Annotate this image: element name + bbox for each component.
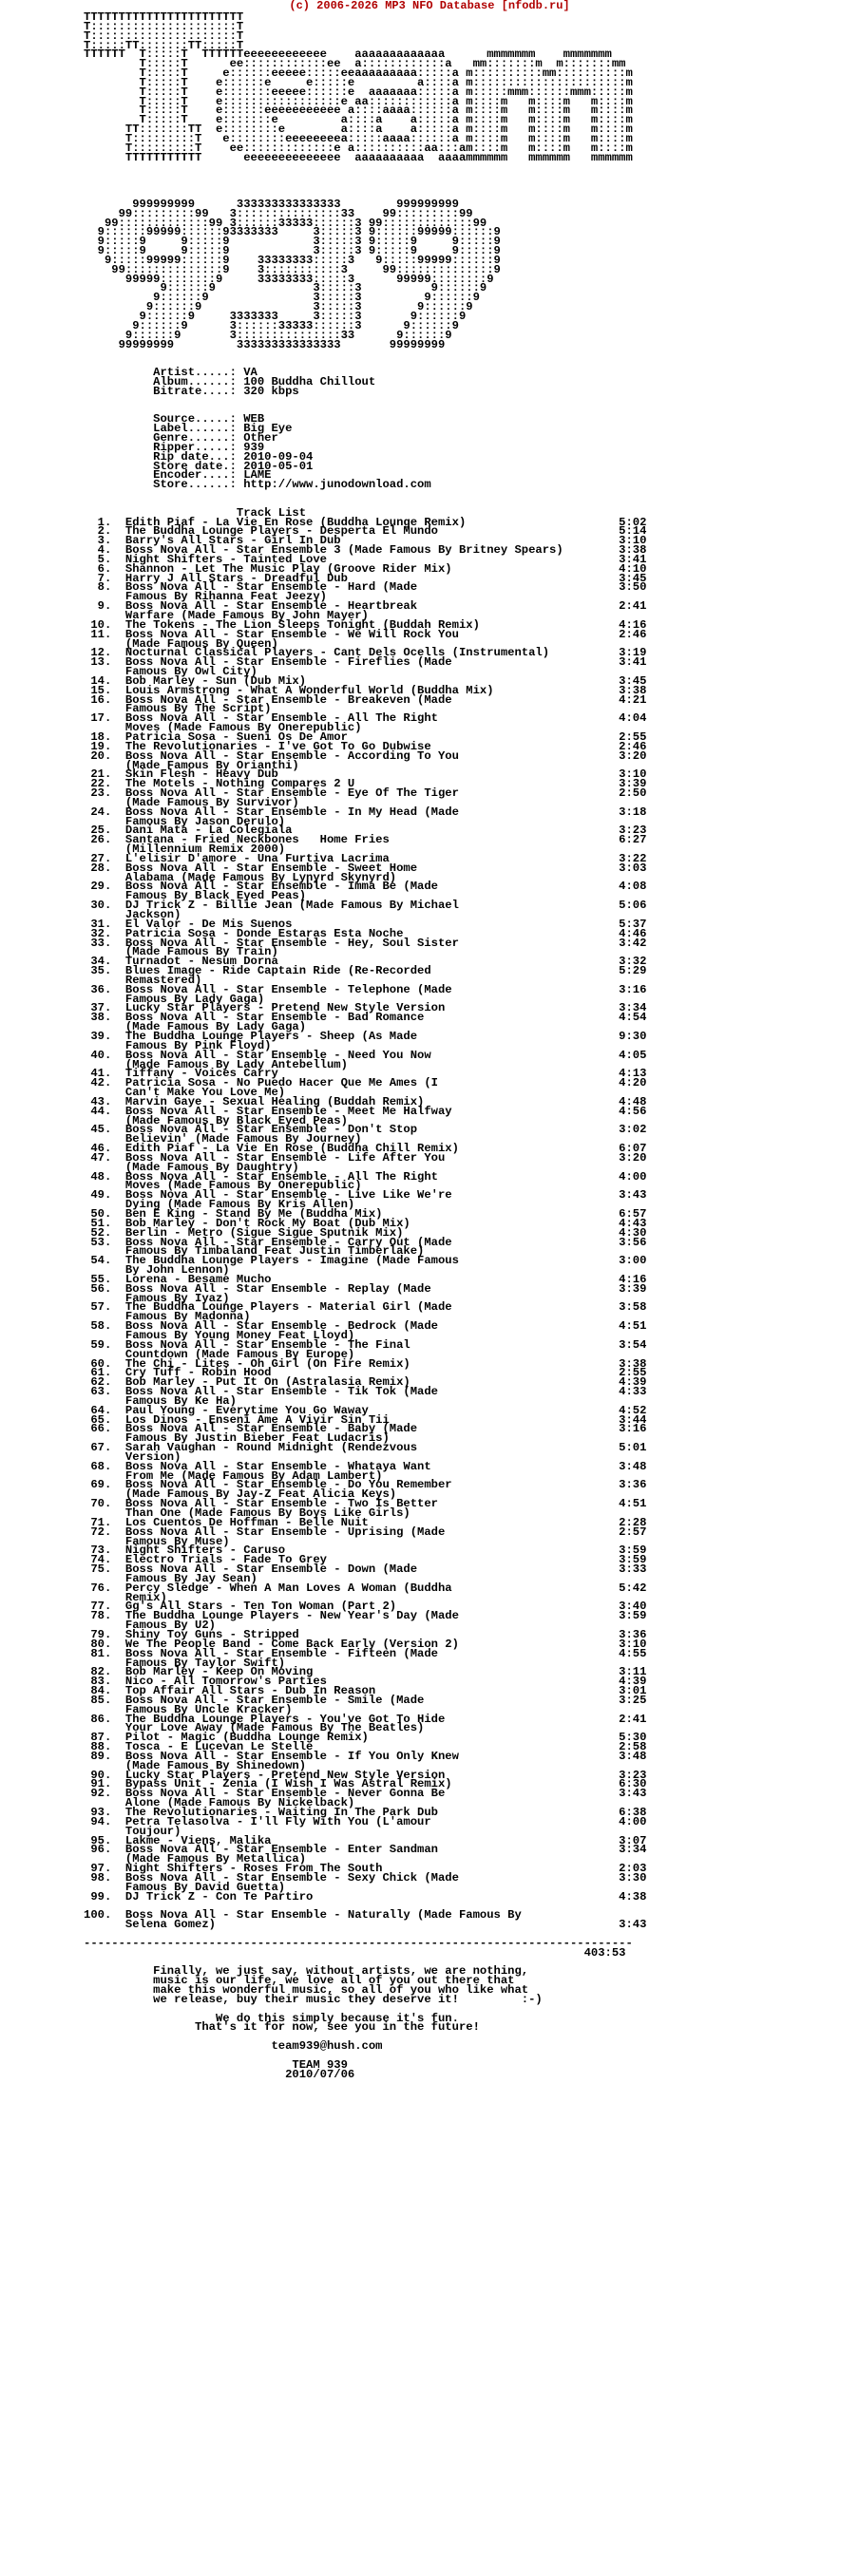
track-line: 45. Boss Nova All - Star Ensemble - Don't Stop 3:02	[90, 1123, 647, 1137]
track-line: 93. The Revolutionaries - Waiting In The Park Dub 6:38	[90, 1806, 647, 1819]
track-line: 48. Boss Nova All - Star Ensemble - All The Right 4:00	[90, 1169, 647, 1184]
track-line: 31. El Valor - De Mis Suenos 5:37	[90, 917, 647, 931]
track-line: 54. The Buddha Lounge Players - Imagine (Made Famous 3:00	[90, 1254, 647, 1268]
track-line: Famous By Lady Gaga)	[124, 992, 265, 1006]
track-line: Alabama (Made Famous By Lynyrd Skynyrd)	[124, 870, 397, 884]
track-line: (Made Famous By Black Eyed Peas)	[124, 1113, 348, 1127]
track-line: (Made Famous By Train)	[124, 945, 278, 959]
track-line: 42. Patricia Sosa - No Puedo Hacer Que Me Ames (I 4:20	[90, 1076, 647, 1090]
track-line: 90. Lucky Star Players - Pretend New Style Version 3:23	[90, 1768, 647, 1782]
track-line: 36. Boss Nova All - Star Ensemble - Telephone (Made 3:16	[90, 982, 647, 996]
outro-line: we release, buy their music they deserve it! :-)	[153, 1992, 543, 2006]
track-line: 1. Edith Piaf - La Vie En Rose (Buddha Lounge Remix) 5:02	[97, 515, 647, 529]
track-line: Famous By Rihanna Feat Jeezy)	[124, 590, 327, 604]
track-line: 61. Cry Tuff - Robin Hood 2:55	[90, 1366, 647, 1380]
track-line: Famous By Owl City)	[124, 665, 258, 679]
track-line: By John Lennon)	[124, 1263, 230, 1278]
track-line: Famous By The Script)	[124, 702, 272, 716]
track-line: 75. Boss Nova All - Star Ensemble - Down (Made 3:33	[90, 1563, 647, 1577]
track-line: 66. Boss Nova All - Star Ensemble - Baby (Made 3:16	[90, 1422, 647, 1436]
track-line: 82. Bob Marley - Keep On Moving 3:11	[90, 1665, 647, 1679]
track-line: 99. DJ Trick Z - Con Te Partiro 4:38	[90, 1889, 647, 1904]
track-line: 89. Boss Nova All - Star Ensemble - If You Only Knew 3:48	[90, 1749, 647, 1763]
label-line: Label......: Big Eye	[84, 422, 293, 436]
track-line: Famous By Iyaz)	[124, 1291, 230, 1305]
track-line: 4. Boss Nova All - Star Ensemble 3 (Made Famous By Britney Spears) 3:38	[97, 543, 647, 558]
track-line: 41. Tiffany - Voices Carry 4:13	[90, 1067, 647, 1081]
track-line: 19. The Revolutionaries - I've Got To Go Dubwise 2:46	[90, 739, 647, 753]
track-line: From Me (Made Famous By Adam Lambert)	[124, 1468, 383, 1483]
track-line: 38. Boss Nova All - Star Ensemble - Bad Romance 4:54	[90, 1011, 647, 1025]
track-line: 44. Boss Nova All - Star Ensemble - Meet Me Halfway 4:56	[90, 1104, 647, 1118]
track-line: Famous By U2)	[124, 1619, 216, 1633]
track-line: Remastered)	[124, 973, 202, 987]
track-line: 62. Bob Marley - Put It On (Astralasia Remix) 4:39	[90, 1375, 647, 1390]
track-line: 98. Boss Nova All - Star Ensemble - Sexy Chick (Made 3:30	[90, 1870, 647, 1885]
track-line: Remix)	[124, 1590, 167, 1604]
track-line: (Made Famous By Daughtry)	[124, 1160, 299, 1174]
track-line: 97. Night Shifters - Roses From The South 2:03	[90, 1862, 647, 1876]
track-line: (Made Famous By Orianthi)	[124, 758, 299, 772]
track-line: 72. Boss Nova All - Star Ensemble - Uprising (Made 2:57	[90, 1525, 647, 1539]
track-line: (Made Famous By Lady Gaga)	[124, 1020, 307, 1034]
track-line: Famous By Young Money Feat Lloyd)	[124, 1328, 355, 1342]
track-line: Your Love Away (Made Famous By The Beatles)	[124, 1721, 425, 1735]
track-line: 16. Boss Nova All - Star Ensemble - Breakeven (Made 4:21	[90, 692, 647, 707]
track-line: 7. Harry J All Stars - Dreadful Dub 3:45	[97, 571, 647, 585]
track-line: (Millennium Remix 2000)	[124, 843, 286, 857]
track-line: Famous By Ke Ha)	[124, 1393, 237, 1408]
track-line: 24. Boss Nova All - Star Ensemble - In My Head (Made 3:18	[90, 805, 647, 819]
track-line: 80. We The People Band - Come Back Early (Version 2) 3:10	[90, 1637, 647, 1651]
track-line: 43. Marvin Gaye - Sexual Healing (Buddah Remix) 4:48	[90, 1094, 647, 1108]
store-line: Store......: http://www.junodownload.com	[84, 478, 431, 492]
track-line: 71. Los Cuentos De Hoffman - Belle Nuit 2:28	[90, 1515, 647, 1529]
track-line: Countdown (Made Famous By Europe)	[124, 1347, 355, 1361]
track-line: 84. Top Affair All Stars - Dub In Reason 3:01	[90, 1684, 647, 1698]
track-line: Famous By Jason Derulo)	[124, 814, 286, 828]
outro-line: team939@hush.com	[271, 2039, 383, 2054]
track-line: 33. Boss Nova All - Star Ensemble - Hey, Soul Sister 3:42	[90, 936, 647, 950]
track-line: Than One (Made Famous By Boys Like Girls)	[124, 1506, 410, 1520]
track-line: 56. Boss Nova All - Star Ensemble - Replay (Made 3:39	[90, 1281, 647, 1296]
track-line: (Made Famous By Queen)	[124, 636, 278, 651]
track-line: 17. Boss Nova All - Star Ensemble - All The Right 4:04	[90, 711, 647, 726]
site-header: (c) 2006-2026 MP3 NFO Database [nfodb.ru]	[289, 0, 570, 12]
track-line: 87. Pilot - Magic (Buddha Lounge Remix) 5:30	[90, 1731, 647, 1745]
track-line: 52. Berlin - Metro (Sigue Sigue Sputnik Mix) 4:30	[90, 1225, 647, 1240]
track-line: 49. Boss Nova All - Star Ensemble - Live Like We're 3:43	[90, 1188, 647, 1203]
track-line: Famous By Jay Sean)	[124, 1571, 258, 1585]
track-line: 100. Boss Nova All - Star Ensemble - Naturally (Made Famous By	[84, 1908, 522, 1923]
logo-team: TTTTTTTTTTTTTTTTTTTTTTT T:::::::::::::::::::::T T:::::::::::::::::::::T T:::::TT:::::::TT:::::T TTTTTT T:::::T TTTTTTeeeeeeeeeeee aaaaaaaaaaaaa mmmmmmm mmmmmmm T:::::T ee::::::::::::ee a::::::::::::a mm:::::::m m:::::::mm T:::::T e::::::eeeee:::::eeaaaaaaaaa:::::a m::::::::::mm::::::::::m T:::::T e::::::e e:::::e a::::a m::::::::::::::::::::::m T:::::T e:::::::eeeee::::::e aaaaaaa:::::a m:::::mmm::::::mmm:::::m T:::::T e:::::::::::::::::e aa::::::::::::a m::::m m::::m m::::m T:::::T e::::::eeeeeeeeeee a::::aaaa::::::a m::::m m::::m m::::m T:::::T e:::::::e a::::a a:::::a m::::m m::::m m::::m TT:::::::TT e::::::::e a::::a a:::::a m::::m m::::m m::::m T:::::::::T e::::::::eeeeeeeea:::::aaaa::::::a m::::m m::::m m::::m T:::::::::T ee:::::::::::::e a::::::::::aa:::am::::m m::::m m::::m TTTTTTTTTTT eeeeeeeeeeeeee aaaaaaaaaa aaaammmmmm mmmmmm mmmmmm	[84, 10, 633, 164]
track-line: 95. Lakme - Viens, Malika 3:07	[90, 1833, 647, 1847]
track-line: 26. Santana - Fried Neckbones Home Fries 6:27	[90, 833, 647, 847]
track-line: 68. Boss Nova All - Star Ensemble - Whataya Want 3:48	[90, 1459, 647, 1473]
track-line: (Made Famous By Lady Antebellum)	[124, 1057, 348, 1071]
track-line: 6. Shannon - Let The Music Play (Groove Rider Mix) 4:10	[97, 561, 647, 576]
track-line: 51. Bob Marley - Don't Rock My Boat (Dub Mix) 4:43	[90, 1216, 647, 1230]
track-line: (Made Famous By Survivor)	[124, 795, 299, 809]
bitrate-line: Bitrate....: 320 kbps	[84, 384, 299, 398]
track-line: 9. Boss Nova All - Star Ensemble - Heartbreak 2:41	[97, 599, 647, 614]
track-line: 81. Boss Nova All - Star Ensemble - Fifteen (Made 4:55	[90, 1646, 647, 1660]
track-line: 73. Night Shifters - Caruso 3:59	[90, 1544, 647, 1558]
track-line: 11. Boss Nova All - Star Ensemble - We Will Rock You 2:46	[90, 627, 647, 641]
track-line: Famous By Black Eyed Peas)	[124, 889, 307, 903]
track-line: 64. Paul Young - Everytime You Go Waway 4:52	[90, 1403, 647, 1417]
track-line: Famous By Justin Bieber Feat Ludacris)	[124, 1431, 390, 1446]
track-line: Warfare (Made Famous By John Mayer)	[124, 609, 369, 622]
track-line: 57. The Buddha Lounge Players - Material Girl (Made 3:58	[90, 1300, 647, 1315]
track-line: Famous By Timbaland Feat Justin Timberlake)	[124, 1244, 425, 1259]
outro-line: music is our life, we love all of you out there that	[153, 1974, 515, 1988]
track-line: Alone (Made Famous By Nickelback)	[124, 1796, 355, 1810]
album-line: Album......: 100 Buddha Chillout	[84, 374, 376, 388]
track-line: 30. DJ Trick Z - Billie Jean (Made Famous By Michael 5:06	[90, 899, 647, 913]
track-line: 63. Boss Nova All - Star Ensemble - Tik Tok (Made 4:33	[90, 1385, 647, 1399]
track-line: 77. Gg's All Stars - Ten Ton Woman (Part 2) 3:40	[90, 1600, 647, 1614]
track-line: Famous By Uncle Kracker)	[124, 1702, 293, 1716]
track-line: 18. Patricia Sosa - Sueni Os De Amor 2:55	[90, 729, 647, 744]
track-line: 37. Lucky Star Players - Pretend New Style Version 3:34	[90, 1001, 647, 1015]
track-line: 28. Boss Nova All - Star Ensemble - Sweet Home 3:03	[90, 861, 647, 875]
track-line: 13. Boss Nova All - Star Ensemble - Fireflies (Made 3:41	[90, 655, 647, 670]
track-line: 32. Patricia Sosa - Donde Estaras Esta Noche 4:46	[90, 926, 647, 940]
track-line: Moves (Made Famous By Onerepublic)	[124, 1179, 362, 1193]
track-line: 15. Louis Armstrong - What A Wonderful World (Buddha Mix) 3:38	[90, 683, 647, 697]
track-line: 70. Boss Nova All - Star Ensemble - Two Is Better 4:51	[90, 1497, 647, 1511]
track-line: 46. Edith Piaf - La Vie En Rose (Buddha Chill Remix) 6:07	[90, 1142, 647, 1156]
track-line: 58. Boss Nova All - Star Ensemble - Bedrock (Made 4:51	[90, 1319, 647, 1334]
store-date-line: Store date.: 2010-05-01	[84, 459, 314, 473]
track-line: 35. Blues Image - Ride Captain Ride (Re-Recorded 5:29	[90, 964, 647, 978]
track-line: Can't Make You Love Me)	[124, 1086, 286, 1100]
track-line: 60. The Chi - Lites - Oh Girl (On Fire Remix) 3:38	[90, 1356, 647, 1371]
outro-line: Finally, we just say, without artists, we are nothing,	[153, 1964, 529, 1979]
outro-line: make this wonderful music, so all of you who like what	[153, 1983, 529, 1998]
track-line: 34. Turnadot - Nesum Dorna 3:32	[90, 955, 647, 969]
track-line: 94. Petra Telasolva - I'll Fly With You (L'amour 4:00	[90, 1814, 647, 1828]
track-line: Famous By Pink Floyd)	[124, 1038, 272, 1052]
track-line: 47. Boss Nova All - Star Ensemble - Life After You 3:20	[90, 1150, 647, 1165]
track-line: 69. Boss Nova All - Star Ensemble - Do You Remember 3:36	[90, 1478, 647, 1492]
track-line: (Made Famous By Shinedown)	[124, 1758, 307, 1772]
track-line: 67. Sarah Vaughan - Round Midnight (Rendezvous 5:01	[90, 1441, 647, 1455]
track-line: 78. The Buddha Lounge Players - New Year's Day (Made 3:59	[90, 1609, 647, 1623]
track-line: 20. Boss Nova All - Star Ensemble - According To You 3:20	[90, 748, 647, 763]
track-line: 86. The Buddha Lounge Players - You've Got To Hide 2:41	[90, 1712, 647, 1726]
track-line: Famous By David Guetta)	[124, 1880, 286, 1894]
track-line: Believin' (Made Famous By Journey)	[124, 1132, 362, 1146]
track-line: 55. Lorena - Besame Mucho 4:16	[90, 1272, 647, 1286]
track-line: 2. The Buddha Lounge Players - Desperta El Mundo 5:14	[97, 524, 647, 539]
track-line: 3. Barry's All Stars - Girl In Dub 3:10	[97, 534, 647, 548]
outro-line: That's it for now, see you in the future!	[195, 2020, 480, 2035]
track-line: 91. Bypass Unit - Zenia (I Wish I Was Astral Remix) 6:30	[90, 1777, 647, 1791]
track-line: 40. Boss Nova All - Star Ensemble - Need You Now 4:05	[90, 1048, 647, 1062]
track-line: 88. Tosca - E Lucevan Le Stelle 2:58	[90, 1740, 647, 1754]
track-line: 12. Nocturnal Classical Players - Cant Dels Ocells (Instrumental) 3:19	[90, 646, 647, 660]
track-line: Jackson)	[124, 908, 181, 921]
track-line: 22. The Motels - Nothing Compares 2 U 3:39	[90, 777, 647, 791]
artist-line: Artist.....: VA	[84, 366, 258, 380]
track-line: 76. Percy Sledge - When A Man Loves A Woman (Buddha 5:42	[90, 1581, 647, 1595]
outro-line: 2010/07/06	[84, 2067, 355, 2081]
track-line: 65. Los Dinos - Ensení Ame A Vivir Sin Tii 3:44	[90, 1412, 647, 1427]
track-line: Moves (Made Famous By Onerepublic)	[124, 721, 362, 735]
track-line: 59. Boss Nova All - Star Ensemble - The Final 3:54	[90, 1337, 647, 1352]
source-line: Source.....: WEB	[84, 412, 265, 426]
track-line: 23. Boss Nova All - Star Ensemble - Eye Of The Tiger 2:50	[90, 786, 647, 801]
track-line: 53. Boss Nova All - Star Ensemble - Carry Out (Made 3:56	[90, 1235, 647, 1249]
track-line: Famous By Taylor Swift)	[124, 1656, 286, 1670]
rip-date-line: Rip date...: 2010-09-04	[84, 449, 314, 464]
track-line: (Made Famous By Jay-Z Feat Alicia Keys)	[124, 1487, 397, 1502]
outro-line: We do this simply because it's fun.	[215, 2011, 459, 2025]
track-line: Toujour)	[124, 1824, 181, 1838]
track-line: Version)	[124, 1449, 181, 1464]
track-line: 96. Boss Nova All - Star Ensemble - Enter Sandman 3:34	[90, 1843, 647, 1857]
nfo-text	[84, 10, 647, 2081]
track-line: 79. Shiny Toy Guns - Stripped 3:36	[90, 1627, 647, 1641]
track-line: 10. The Tokens - The Lion Sleeps Tonight (Buddah Remix) 4:16	[90, 617, 647, 632]
track-line: 50. Ben E King - Stand By Me (Buddha Mix) 6:57	[90, 1207, 647, 1221]
track-line: Famous By Muse)	[124, 1534, 230, 1548]
track-line: (Made Famous By Metallica)	[124, 1852, 307, 1866]
encoder-line: Encoder....: LAME	[84, 468, 272, 483]
genre-line: Genre......: Other	[84, 430, 278, 445]
outro-line: TEAM 939	[292, 2057, 348, 2072]
track-line: Famous By Madonna)	[124, 1310, 251, 1324]
outro-text	[84, 1964, 543, 2080]
track-line: 74. Electro Trials - Fade To Grey 3:59	[90, 1553, 647, 1567]
total-duration: 403:53	[84, 1945, 626, 1960]
tracklist	[84, 516, 646, 1932]
track-line: 29. Boss Nova All - Star Ensemble - Imma Be (Made 4:08	[90, 880, 647, 894]
track-line: 14. Bob Marley - Sun (Dub Mix) 3:45	[90, 673, 647, 688]
track-line: 21. Skin Flesh - Heavy Dub 3:10	[90, 767, 647, 782]
track-line: 5. Night Shifters - Tainted Love 3:41	[97, 552, 647, 566]
track-line: 8. Boss Nova All - Star Ensemble - Hard (Made 3:50	[97, 580, 647, 595]
track-line: 39. The Buddha Lounge Players - Sheep (As Made 9:30	[90, 1029, 647, 1043]
separator: -------------------------------------------------------------------------------	[84, 1936, 633, 1950]
track-line: Selena Gomez) 3:43	[84, 1918, 647, 1932]
track-line: 27. L'elisir D'amore - Una Furtiva Lacrima 3:22	[90, 851, 647, 865]
logo-939: 999999999 333333333333333 999999999 99:::::::::99 3:::::::::::::::33 99:::::::::99 99:::::::::::::99 3::::::33333::::::3 99:::::::::::::99 9::::::99999::::::93333333 3:::::3 9::::::99999::::::9 9:::::9 9:::::9 3:::::3 9:::::9 9:::::9 9:::::9 9:::::9 3:::::3 9:::::9 9:::::9 9:::::99999::::::9 33333333:::::3 9:::::99999::::::9 99::::::::::::::9 3:::::::::::3 99::::::::::::::9 99999::::::::9 33333333:::::3 99999::::::::9 9::::::9 3:::::3 9::::::9 9::::::9 3:::::3 9::::::9 9::::::9 3:::::3 9::::::9 9::::::9 3333333 3:::::3 9::::::9 9::::::9 3::::::33333::::::3 9::::::9 9::::::9 3:::::::::::::::33 9::::::9 99999999 333333333333333 99999999	[97, 197, 501, 351]
tracklist-title: Track List	[84, 505, 307, 520]
ripper-line: Ripper.....: 939	[84, 440, 265, 454]
track-line: 83. Nico - All Tomorrow's Parties 4:39	[90, 1675, 647, 1689]
track-line: 92. Boss Nova All - Star Ensemble - Never Gonna Be 3:43	[90, 1787, 647, 1801]
track-line: 85. Boss Nova All - Star Ensemble - Smile (Made 3:25	[90, 1693, 647, 1707]
track-line: Dying (Made Famous By Kris Allen)	[124, 1198, 355, 1212]
track-line: 25. Dani Mata - La Colegiala 3:23	[90, 824, 647, 838]
